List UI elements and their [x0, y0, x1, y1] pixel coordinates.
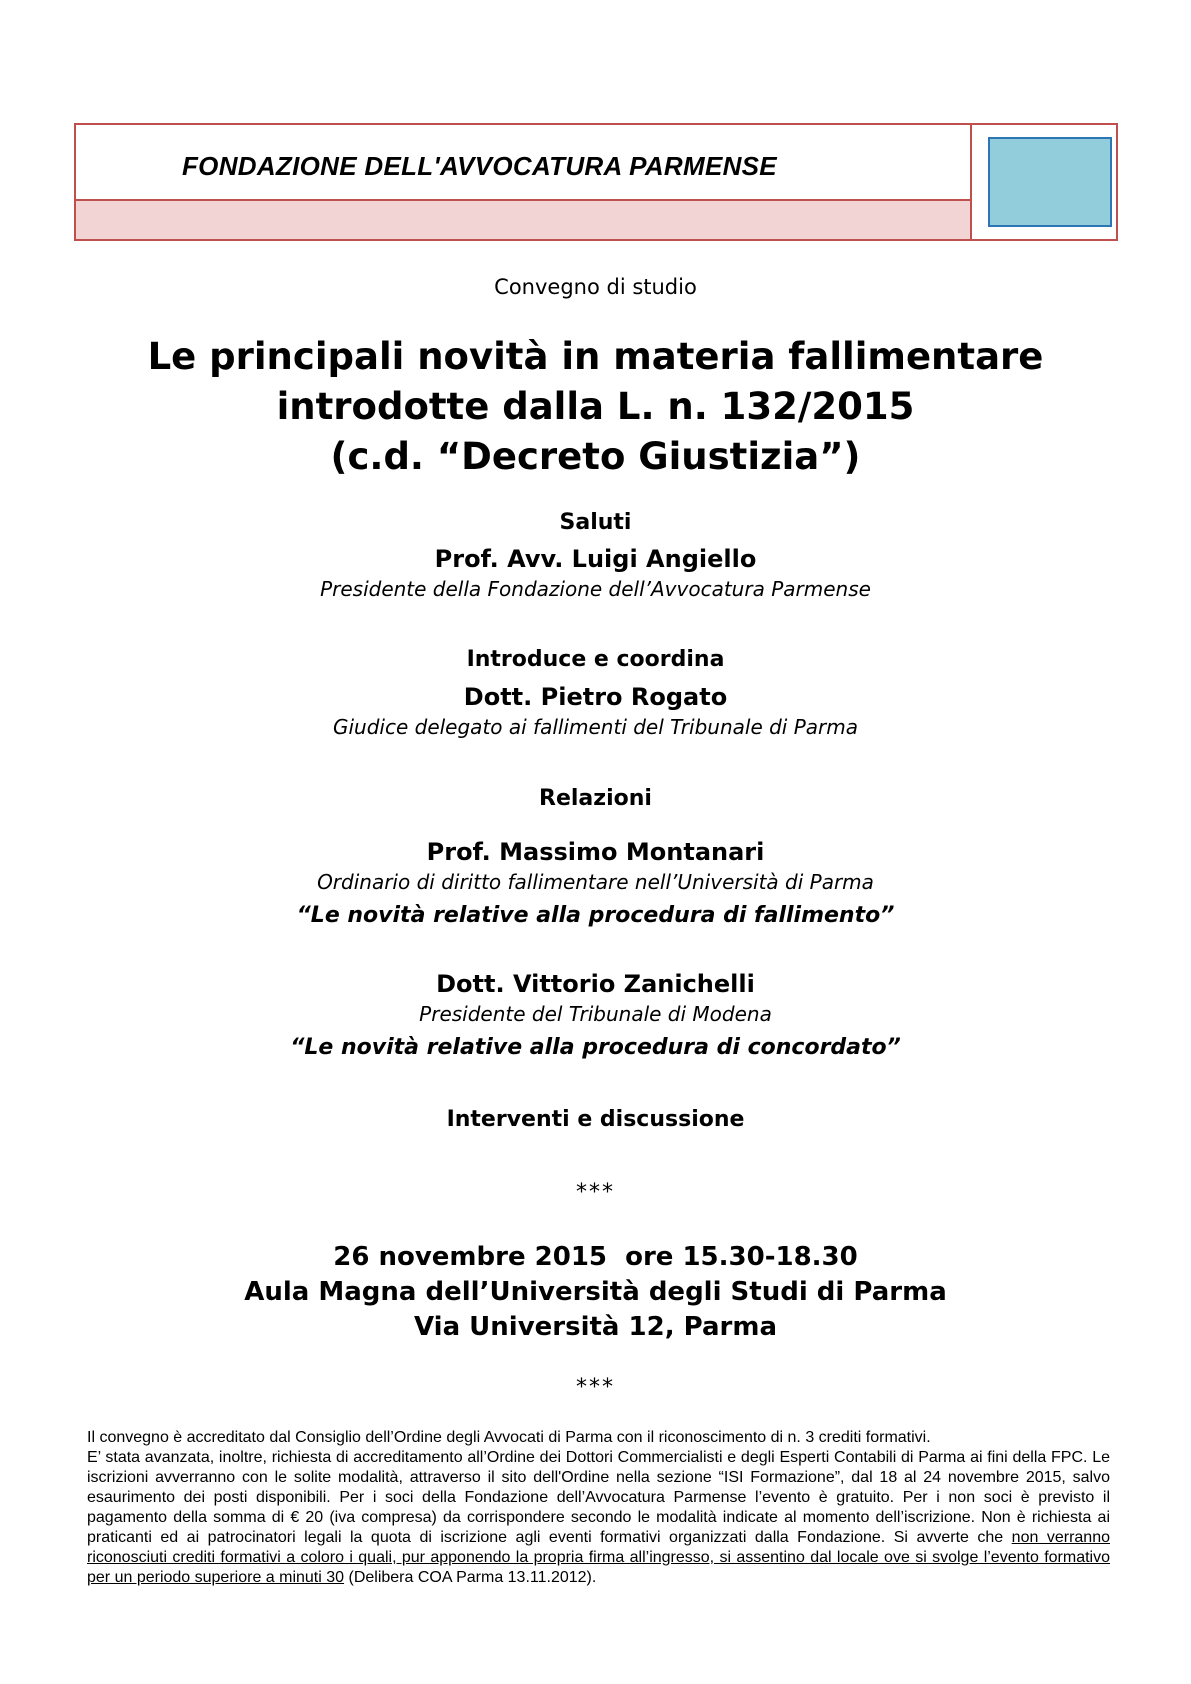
- speaker-1-name: Prof. Massimo Montanari: [426, 838, 765, 866]
- speaker-2-talk: “Le novità relative alla procedura di concordato”: [290, 1035, 901, 1060]
- event-title-line-2: introdotte dalla L. n. 132/2015: [276, 385, 915, 428]
- accreditation-notes: [87, 1428, 1110, 1588]
- header-title-cell: [76, 125, 972, 201]
- header-banner: [74, 123, 1118, 241]
- speaker-2-role: Presidente del Tribunale di Modena: [419, 1002, 772, 1026]
- separator-1: ***: [576, 1180, 615, 1205]
- saluti-role: Presidente della Fondazione dell’Avvocatura Parmense: [320, 577, 871, 601]
- introduce-role: Giudice delegato ai fallimenti del Tribunale di Parma: [332, 715, 858, 739]
- event-title-line-3: (c.d. “Decreto Giustizia”): [330, 435, 861, 478]
- event-type: Convegno di studio: [494, 275, 697, 299]
- speaker-1-role: Ordinario di diritto fallimentare nell’Università di Parma: [317, 870, 874, 894]
- event-title: [0, 332, 1191, 482]
- notes-line-1: Il convegno è accreditato dal Consiglio dell’Ordine degli Avvocati di Parma con il riconoscimento di n. 3 crediti formativi.: [87, 1429, 931, 1446]
- notes-text: E’ stata avanzata, inoltre, richiesta di accreditamento all’Ordine dei Dottori Commercialisti e degli Esperti Contabili di Parma ai fini della FPC. Le iscrizioni avverranno con le solite modalità, attraverso il sito dell'Ordine nella sezione “ISI Formazione”, dal 18 al 24 novembre 2015, salvo esaurimento dei posti disponibili. Per i soci della Fondazione dell’Avvocatura Parmense l’evento è gratuito. Per i non soci è previsto il pagamento della somma di € 20 (iva compresa) da corrispondere secondo le modalità indicate al momento dell’iscrizione. Non è richiesta ai praticanti ed ai patrocinatori legali la quota di iscrizione agli eventi formativi organizzati dalla Fondazione. Si avverte che: [87, 1449, 1110, 1546]
- organization-title: FONDAZIONE DELL'AVVOCATURA PARMENSE: [182, 151, 777, 181]
- notes-paragraph-2: [87, 1448, 1110, 1588]
- event-date-time: 26 novembre 2015 ore 15.30-18.30: [333, 1242, 858, 1272]
- event-info: [0, 1240, 1191, 1345]
- discussion: Interventi e discussione: [446, 1107, 745, 1132]
- speaker-1-talk: “Le novità relative alla procedura di fallimento”: [296, 903, 895, 928]
- notes-tail: (Delibera COA Parma 13.11.2012).: [344, 1569, 597, 1586]
- saluti-heading: Saluti: [559, 510, 632, 535]
- speaker-2-name: Dott. Vittorio Zanichelli: [436, 970, 755, 998]
- header-pink-band: [76, 201, 972, 239]
- logo-placeholder: [988, 137, 1112, 227]
- introduce-heading: Introduce e coordina: [466, 647, 725, 672]
- event-address: Via Università 12, Parma: [414, 1312, 777, 1342]
- event-venue: Aula Magna dell’Università degli Studi di Parma: [244, 1277, 947, 1307]
- event-title-line-1: Le principali novità in materia fallimentare: [147, 335, 1044, 378]
- saluti-name: Prof. Avv. Luigi Angiello: [434, 545, 757, 573]
- separator-2: ***: [576, 1375, 615, 1400]
- introduce-name: Dott. Pietro Rogato: [463, 683, 728, 711]
- notes-underlined-warning: non verranno riconosciuti crediti formativi a coloro i quali, pur apponendo la propria firma all’ingresso, si assentino dal locale ove si svolge l’evento formativo per un periodo superiore a minuti 30: [87, 1529, 1110, 1586]
- relazioni-heading: Relazioni: [539, 786, 652, 811]
